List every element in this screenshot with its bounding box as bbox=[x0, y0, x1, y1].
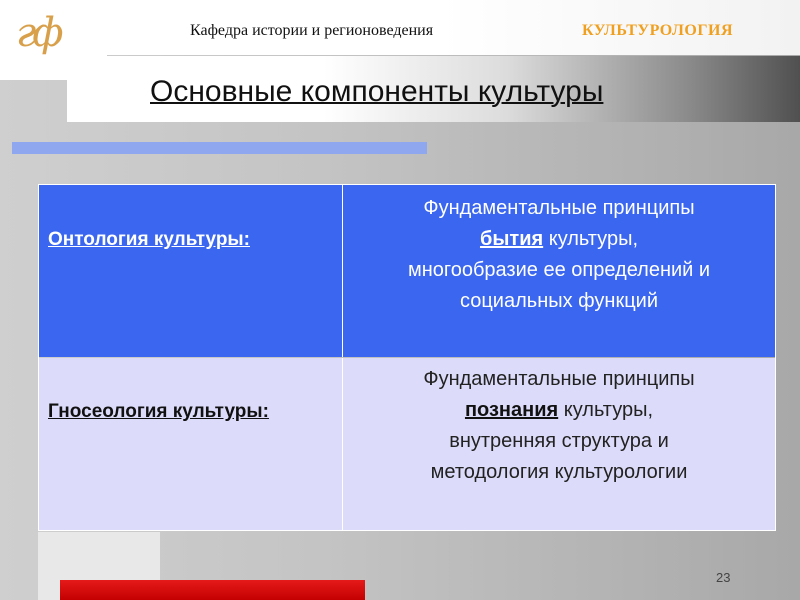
accent-divider bbox=[12, 142, 427, 154]
table-row bbox=[39, 185, 775, 357]
logo bbox=[0, 0, 107, 80]
description-line bbox=[343, 224, 775, 255]
term-label: Гносеология культуры: bbox=[48, 401, 269, 422]
description-cell bbox=[343, 185, 775, 357]
components-table bbox=[38, 184, 776, 531]
description-text bbox=[343, 364, 775, 488]
description-line bbox=[343, 395, 775, 426]
description-line: социальных функций bbox=[460, 290, 658, 312]
description-line: Фундаментальные принципы bbox=[423, 197, 695, 219]
description-cell bbox=[343, 358, 775, 530]
description-line: многообразие ее определений и bbox=[407, 259, 711, 281]
term-cell bbox=[39, 358, 343, 530]
keyword: познания bbox=[464, 399, 559, 421]
description-fragment: культуры, bbox=[543, 228, 639, 250]
page-number: 23 bbox=[716, 570, 731, 585]
keyword: бытия bbox=[479, 228, 544, 250]
description-line: Фундаментальные принципы bbox=[423, 368, 695, 390]
footer-red-bar bbox=[60, 580, 365, 600]
department-label: Кафедра истории и регионоведения bbox=[190, 22, 434, 39]
subject-label: КУЛЬТУРОЛОГИЯ bbox=[582, 22, 733, 39]
table-row bbox=[39, 358, 775, 530]
description-line: внутренняя структура и bbox=[449, 430, 669, 452]
term-cell bbox=[39, 185, 343, 357]
slide-title: Основные компоненты культуры bbox=[150, 75, 604, 108]
term-label: Онтология культуры: bbox=[48, 229, 250, 250]
description-text bbox=[343, 193, 775, 317]
description-line: методология культурологии bbox=[430, 461, 688, 483]
logo-mark: гф bbox=[16, 10, 60, 56]
description-fragment: культуры, bbox=[558, 399, 654, 421]
